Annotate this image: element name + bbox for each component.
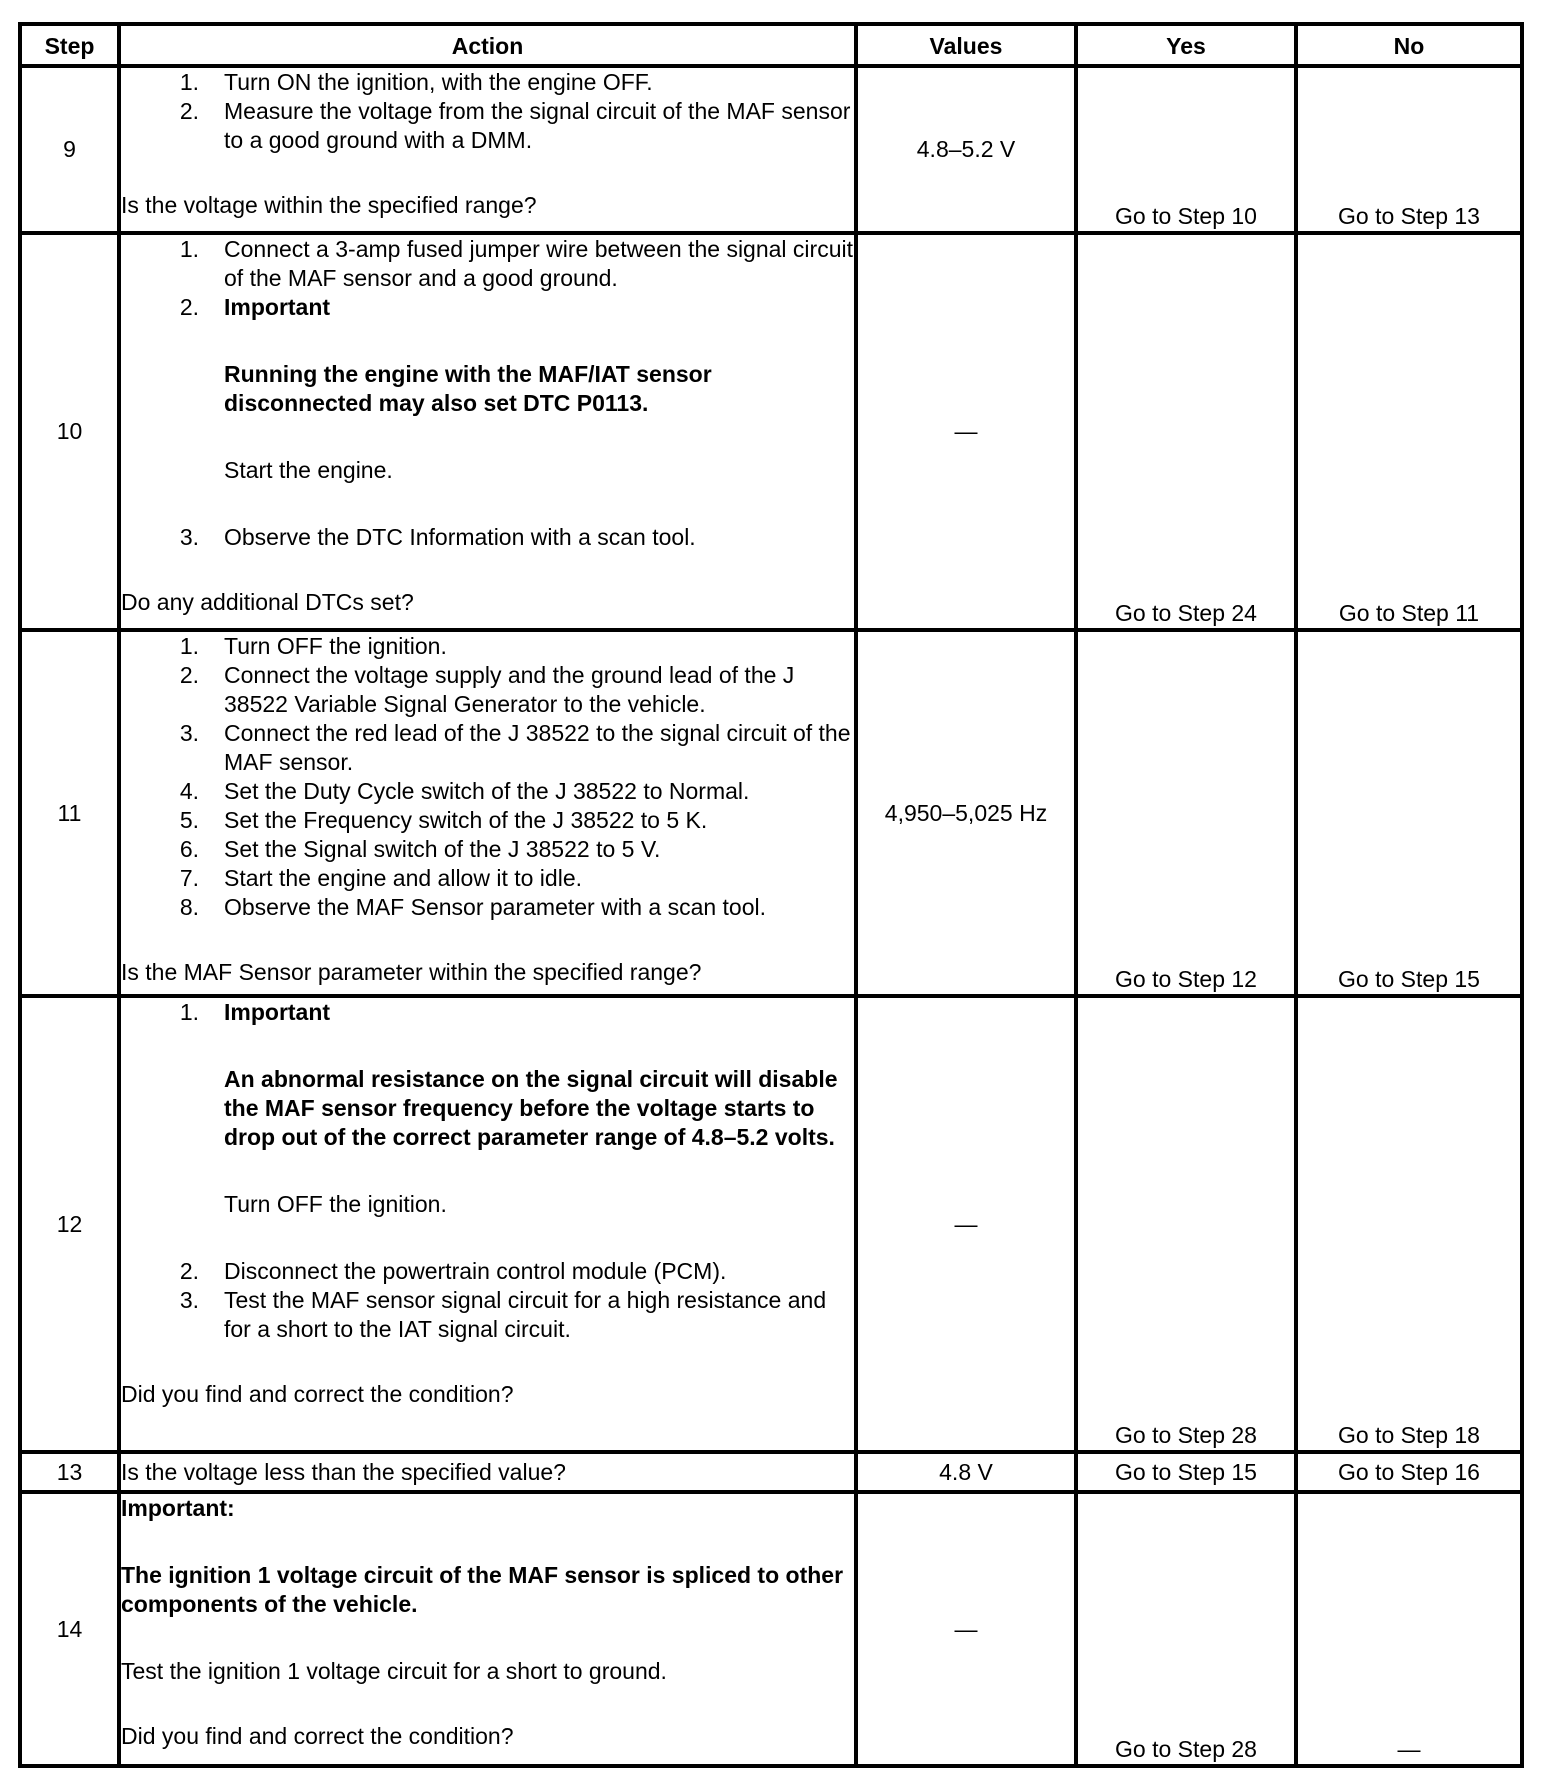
value-cell: — bbox=[856, 233, 1076, 630]
yes-cell: Go to Step 10 bbox=[1076, 66, 1296, 233]
question-text: Is the voltage less than the specified value? bbox=[121, 1458, 566, 1485]
item-text: Turn OFF the ignition. bbox=[224, 1191, 447, 1217]
list-item bbox=[121, 1286, 854, 1344]
item-text: Test the MAF sensor signal circuit for a high resistance and for a short to the IAT signal circuit. bbox=[224, 1287, 827, 1342]
item-text: Turn OFF the ignition. bbox=[224, 633, 447, 659]
list-item bbox=[121, 998, 854, 1219]
item-number: 1. bbox=[179, 999, 199, 1025]
item-text: Turn ON the ignition, with the engine OFF. bbox=[224, 69, 653, 95]
table-row bbox=[20, 66, 1522, 233]
yes-cell: Go to Step 28 bbox=[1076, 1492, 1296, 1766]
header-action: Action bbox=[119, 24, 856, 66]
item-number: 2. bbox=[179, 1258, 199, 1284]
list-item bbox=[121, 719, 854, 777]
important-label: Important bbox=[224, 294, 331, 320]
list-item bbox=[121, 523, 854, 552]
list-item bbox=[121, 893, 854, 922]
table-row bbox=[20, 233, 1522, 630]
yes-cell: Go to Step 12 bbox=[1076, 630, 1296, 996]
item-number: 1. bbox=[179, 236, 199, 262]
step-number: 10 bbox=[20, 233, 119, 630]
list-item bbox=[121, 235, 854, 293]
action-cell bbox=[119, 630, 856, 996]
no-cell: Go to Step 11 bbox=[1296, 233, 1522, 630]
list-item bbox=[121, 661, 854, 719]
item-text: Start the engine and allow it to idle. bbox=[224, 865, 583, 891]
step-number: 14 bbox=[20, 1492, 119, 1766]
no-cell: Go to Step 15 bbox=[1296, 630, 1522, 996]
item-number: 2. bbox=[179, 294, 199, 320]
item-number: 3. bbox=[179, 720, 199, 746]
list-item bbox=[121, 806, 854, 835]
item-text: Observe the MAF Sensor parameter with a scan tool. bbox=[224, 894, 767, 920]
value-cell: 4.8–5.2 V bbox=[856, 66, 1076, 233]
item-text: Observe the DTC Information with a scan tool. bbox=[224, 524, 696, 550]
question-text: Is the MAF Sensor parameter within the specified range? bbox=[121, 959, 702, 985]
list-item bbox=[121, 1257, 854, 1286]
step-number: 9 bbox=[20, 66, 119, 233]
yes-cell: Go to Step 24 bbox=[1076, 233, 1296, 630]
action-cell bbox=[119, 66, 856, 233]
action-list bbox=[121, 235, 854, 552]
item-text: Set the Duty Cycle switch of the J 38522 to Normal. bbox=[224, 778, 750, 804]
action-cell bbox=[119, 233, 856, 630]
item-text: Set the Signal switch of the J 38522 to 5 V. bbox=[224, 836, 661, 862]
item-text: Connect the red lead of the J 38522 to the signal circuit of the MAF sensor. bbox=[224, 720, 851, 775]
item-number: 3. bbox=[179, 1287, 199, 1313]
no-cell: Go to Step 18 bbox=[1296, 996, 1522, 1452]
item-number: 6. bbox=[179, 836, 199, 862]
item-number: 1. bbox=[179, 69, 199, 95]
yes-cell: Go to Step 28 bbox=[1076, 996, 1296, 1452]
value-cell: — bbox=[856, 996, 1076, 1452]
question-text: Is the voltage within the specified range? bbox=[121, 192, 537, 218]
list-item bbox=[121, 293, 854, 485]
table-row bbox=[20, 630, 1522, 996]
question-text: Did you find and correct the condition? bbox=[121, 1381, 514, 1407]
no-cell: Go to Step 13 bbox=[1296, 66, 1522, 233]
diagnostic-table bbox=[18, 22, 1524, 1768]
value-cell: — bbox=[856, 1492, 1076, 1766]
step-number: 12 bbox=[20, 996, 119, 1452]
table-row bbox=[20, 1452, 1522, 1492]
item-text: Measure the voltage from the signal circuit of the MAF sensor to a good ground with a DMM. bbox=[224, 98, 851, 153]
item-text: Connect a 3-amp fused jumper wire between the signal circuit of the MAF sensor and a good ground. bbox=[224, 236, 853, 291]
list-item bbox=[121, 864, 854, 893]
list-item bbox=[121, 777, 854, 806]
list-item bbox=[121, 632, 854, 661]
list-item bbox=[121, 68, 854, 97]
important-note: The ignition 1 voltage circuit of the MAF sensor is spliced to other components of the vehicle. bbox=[121, 1562, 844, 1617]
no-cell: — bbox=[1296, 1492, 1522, 1766]
item-text: Start the engine. bbox=[224, 457, 393, 483]
yes-cell: Go to Step 15 bbox=[1076, 1452, 1296, 1492]
question-text: Did you find and correct the condition? bbox=[121, 1723, 514, 1749]
item-number: 2. bbox=[179, 662, 199, 688]
action-cell bbox=[119, 1452, 856, 1492]
no-cell: Go to Step 16 bbox=[1296, 1452, 1522, 1492]
list-item bbox=[121, 835, 854, 864]
table-row bbox=[20, 996, 1522, 1452]
action-list bbox=[121, 998, 854, 1344]
important-label: Important: bbox=[121, 1495, 235, 1521]
item-number: 2. bbox=[179, 98, 199, 124]
value-cell: 4,950–5,025 Hz bbox=[856, 630, 1076, 996]
action-cell bbox=[119, 1492, 856, 1766]
important-note: An abnormal resistance on the signal circuit will disable the MAF sensor frequency before the voltage starts to drop out of the correct parameter range of 4.8–5.2 volts. bbox=[224, 1066, 838, 1150]
item-number: 5. bbox=[179, 807, 199, 833]
item-text: Set the Frequency switch of the J 38522 to 5 K. bbox=[224, 807, 708, 833]
action-cell bbox=[119, 996, 856, 1452]
list-item bbox=[121, 97, 854, 155]
value-cell: 4.8 V bbox=[856, 1452, 1076, 1492]
header-values: Values bbox=[856, 24, 1076, 66]
item-number: 1. bbox=[179, 633, 199, 659]
item-number: 8. bbox=[179, 894, 199, 920]
action-text: Test the ignition 1 voltage circuit for a short to ground. bbox=[121, 1658, 667, 1684]
item-number: 4. bbox=[179, 778, 199, 804]
important-label: Important bbox=[224, 999, 331, 1025]
important-note: Running the engine with the MAF/IAT sensor disconnected may also set DTC P0113. bbox=[224, 361, 712, 416]
header-no: No bbox=[1296, 24, 1522, 66]
question-text: Do any additional DTCs set? bbox=[121, 589, 414, 615]
table-row bbox=[20, 1492, 1522, 1766]
item-text: Disconnect the powertrain control module (PCM). bbox=[224, 1258, 727, 1284]
step-number: 13 bbox=[20, 1452, 119, 1492]
step-number: 11 bbox=[20, 630, 119, 996]
item-number: 3. bbox=[179, 524, 199, 550]
header-yes: Yes bbox=[1076, 24, 1296, 66]
header-step: Step bbox=[20, 24, 119, 66]
action-list bbox=[121, 632, 854, 922]
action-list bbox=[121, 68, 854, 155]
header-row bbox=[20, 24, 1522, 66]
item-number: 7. bbox=[179, 865, 199, 891]
item-text: Connect the voltage supply and the ground lead of the J 38522 Variable Signal Generator to the vehicle. bbox=[224, 662, 795, 717]
